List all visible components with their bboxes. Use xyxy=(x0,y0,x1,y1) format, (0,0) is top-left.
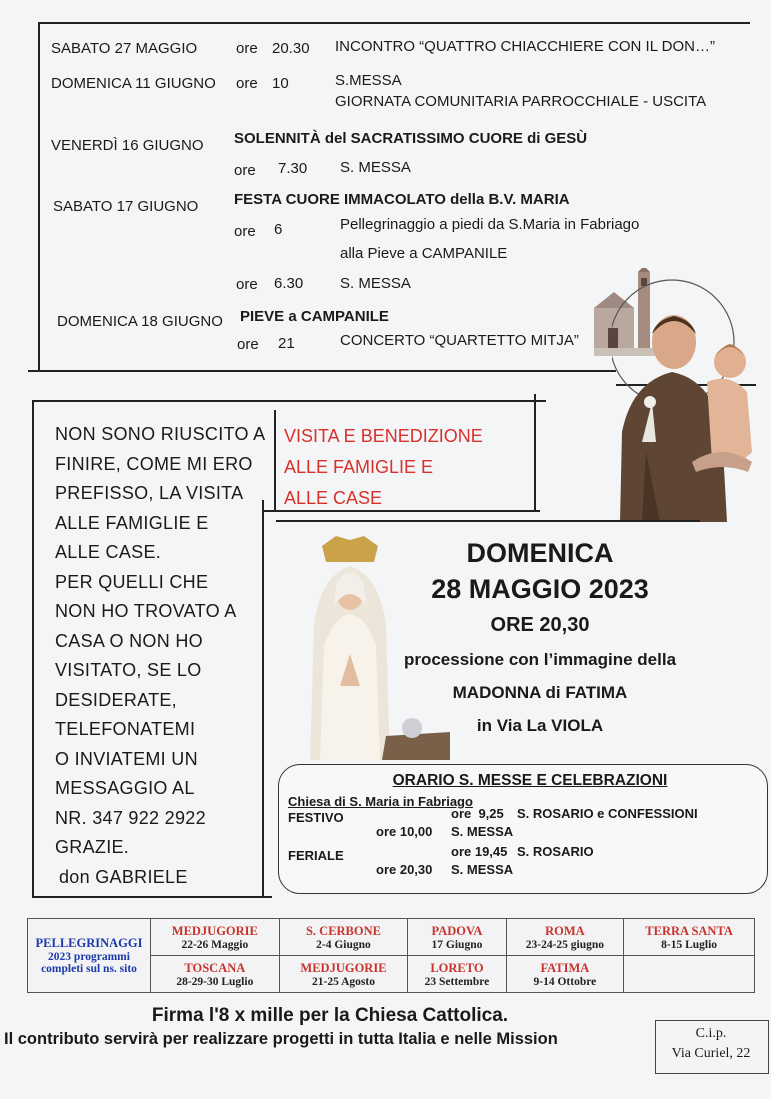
orario-feriale-label: FERIALE xyxy=(288,848,344,863)
event-time: 10 xyxy=(272,75,289,92)
events-box-bottom-border xyxy=(28,370,616,372)
event-time-2: 6.30 xyxy=(274,275,304,292)
trip-destination: MEDJUGORIE xyxy=(300,960,387,975)
visita-heading-line: ALLE FAMIGLIE E xyxy=(284,457,434,477)
event-ore: ore xyxy=(236,75,258,92)
visita-heading-line: VISITA E BENEDIZIONE xyxy=(284,426,483,446)
event-desc: INCONTRO “QUATTRO CHIACCHIERE CON IL DON…” xyxy=(335,38,716,55)
message-line: PREFISSO, LA VISITA xyxy=(55,483,244,503)
visita-heading xyxy=(284,421,483,514)
trip-destination: S. CERBONE xyxy=(305,923,381,938)
procession-desc: processione con l’immagine della xyxy=(403,650,677,669)
orario-time: ore 10,00 xyxy=(376,824,433,839)
message-line: don GABRIELE xyxy=(59,866,188,887)
pellegrinaggi-sub: 2023 programmi xyxy=(48,951,130,963)
trip-date: 2-4 Giugno xyxy=(316,938,371,951)
event-title: FESTA CUORE IMMACOLATO della B.V. MARIA xyxy=(234,191,570,208)
trip-date: 21-25 Agosto xyxy=(312,975,375,988)
event-desc-2: alla Pieve a CAMPANILE xyxy=(340,245,508,262)
table-row xyxy=(28,919,755,956)
message-line: MESSAGGIO AL xyxy=(55,778,195,798)
trip-date: 17 Giugno xyxy=(431,938,483,951)
pellegrinaggi-sub: completi sul ns. sito xyxy=(41,963,137,975)
trip-destination: PADOVA xyxy=(431,923,483,938)
procession-top-border xyxy=(276,520,700,522)
event-title: PIEVE a CAMPANILE xyxy=(240,308,389,325)
trip-date: 9-14 Ottobre xyxy=(533,975,597,988)
trip-cell xyxy=(408,919,506,956)
trip-destination: TERRA SANTA xyxy=(645,923,733,938)
trip-date: 8-15 Luglio xyxy=(661,938,718,951)
cip-address: Via Curiel, 22 xyxy=(671,1046,751,1061)
orario-desc: S. ROSARIO e CONFESSIONI xyxy=(517,806,698,821)
trip-date: 22-26 Maggio xyxy=(181,938,249,951)
trip-cell xyxy=(506,956,624,993)
orario-time: ore 20,30 xyxy=(376,862,433,877)
event-day: SABATO 17 GIUGNO xyxy=(53,198,199,215)
orario-time: ore 19,45 xyxy=(451,844,508,859)
visita-box-bottom-border xyxy=(32,896,272,898)
message-line: DESIDERATE, xyxy=(55,689,177,710)
trip-destination: MEDJUGORIE xyxy=(171,923,258,938)
trip-destination: ROMA xyxy=(545,923,585,938)
pellegrinaggi-lead-cell xyxy=(28,919,151,993)
trip-date: 23-24-25 giugno xyxy=(525,938,605,951)
event-time: 6 xyxy=(274,221,283,238)
orario-church: Chiesa di S. Maria in Fabriago xyxy=(288,794,473,809)
visita-heading-left-border xyxy=(274,410,276,510)
trip-cell xyxy=(279,956,408,993)
trip-destination: LORETO xyxy=(430,960,484,975)
event-day: SABATO 27 MAGGIO xyxy=(51,40,198,57)
trip-cell xyxy=(151,919,280,956)
message-line: ALLE FAMIGLIE E xyxy=(55,512,209,533)
cip-label: C.i.p. xyxy=(695,1026,727,1041)
orario-title: ORARIO S. MESSE E CELEBRAZIONI xyxy=(392,772,668,789)
event-ore: ore xyxy=(236,40,258,57)
message-line: TELEFONATEMI xyxy=(55,719,196,739)
event-time: 21 xyxy=(278,335,295,352)
orario-desc: S. MESSA xyxy=(451,824,514,839)
events-box-top-border xyxy=(38,22,750,24)
orario-desc: S. ROSARIO xyxy=(517,844,594,859)
event-desc: CONCERTO “QUARTETTO MITJA” xyxy=(340,332,579,349)
trip-destination: FATIMA xyxy=(540,960,590,975)
message-line: O INVIATEMI UN xyxy=(55,748,198,769)
event-title: SOLENNITÀ del SACRATISSIMO CUORE di GESÙ xyxy=(234,130,588,147)
event-day: DOMENICA 18 GIUGNO xyxy=(57,313,223,330)
message-line: ALLE CASE. xyxy=(55,542,162,562)
event-day: VENERDÌ 16 GIUGNO xyxy=(51,137,204,154)
event-ore-2: ore xyxy=(236,276,258,293)
footer-line-2: Il contributo servirà per realizzare progetti in tutta Italia e nelle Mission xyxy=(4,1030,558,1048)
message-line: PER QUELLI CHE xyxy=(55,571,209,592)
message-line: NON HO TROVATO A xyxy=(55,601,237,621)
message-line: FINIRE, COME MI ERO xyxy=(55,453,253,474)
message-line: NR. 347 922 2922 xyxy=(55,807,206,828)
event-day: DOMENICA 11 GIUGNO xyxy=(51,75,216,92)
event-desc-2: GIORNATA COMUNITARIA PARROCCHIALE - USCITA xyxy=(335,93,707,110)
saint-anthony-image xyxy=(612,272,762,522)
visita-box-left-border xyxy=(32,400,34,898)
message-line: NON SONO RIUSCITO A xyxy=(55,424,266,444)
pellegrinaggi-table xyxy=(27,918,755,993)
message-line: CASA O NON HO xyxy=(55,630,203,651)
trip-cell xyxy=(506,919,624,956)
trip-date: 23 Settembre xyxy=(424,975,490,988)
trip-date: 28-29-30 Luglio xyxy=(176,975,254,988)
visita-heading-right-border xyxy=(534,394,536,512)
trip-cell xyxy=(624,919,755,956)
message-line: VISITATO, SE LO xyxy=(55,660,202,680)
orario-desc: S. MESSA xyxy=(451,862,514,877)
pellegrinaggi-title: PELLEGRINAGGI xyxy=(35,936,143,950)
trip-cell xyxy=(624,956,755,993)
procession-place: in Via La VIOLA xyxy=(476,716,604,735)
event-desc: S.MESSA xyxy=(335,72,402,89)
procession-time: ORE 20,30 xyxy=(490,614,590,636)
event-ore: ore xyxy=(234,162,256,179)
visita-heading-line: ALLE CASE xyxy=(284,488,383,508)
visita-message xyxy=(55,420,265,892)
visita-box-top-border xyxy=(32,400,546,402)
trip-cell xyxy=(279,919,408,956)
event-desc: S. MESSA xyxy=(340,159,411,176)
event-desc-3: S. MESSA xyxy=(340,275,411,292)
event-ore: ore xyxy=(234,223,256,240)
message-line: GRAZIE. xyxy=(55,837,130,857)
trip-destination: TOSCANA xyxy=(184,960,246,975)
procession-date: 28 MAGGIO 2023 xyxy=(431,574,649,604)
event-time: 7.30 xyxy=(278,160,308,177)
footer-line-1: Firma l'8 x mille per la Chiesa Cattolica. xyxy=(151,1005,509,1026)
event-desc: Pellegrinaggio a piedi da S.Maria in Fabriago xyxy=(340,216,640,233)
orario-time: ore 9,25 xyxy=(451,806,504,821)
event-ore: ore xyxy=(237,336,259,353)
orario-festivo-label: FESTIVO xyxy=(288,810,344,825)
trip-cell xyxy=(408,956,506,993)
procession-name: MADONNA di FATIMA xyxy=(452,683,628,702)
trip-cell xyxy=(151,956,280,993)
event-time: 20.30 xyxy=(272,40,310,57)
procession-day: DOMENICA xyxy=(466,538,614,568)
events-box-left-border xyxy=(38,22,40,372)
